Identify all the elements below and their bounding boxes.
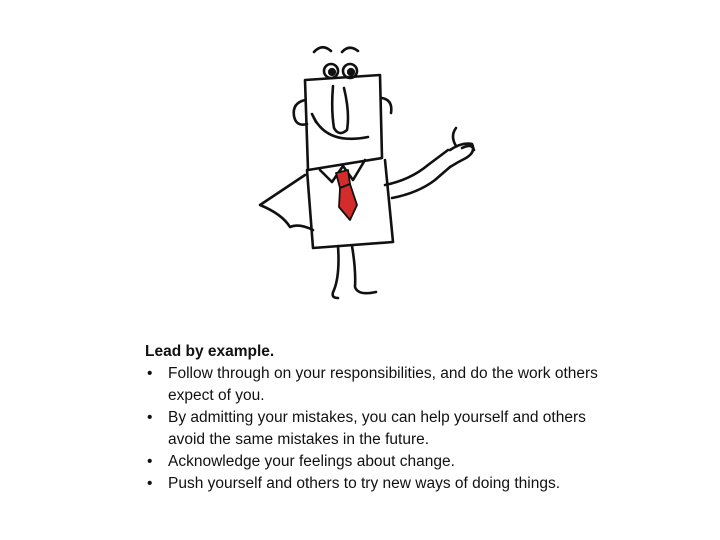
text-content: [145, 341, 615, 495]
bullet-glyph: •: [147, 453, 153, 470]
slide-heading: Lead by example.: [145, 343, 275, 360]
list-item: [145, 473, 615, 495]
list-item: [145, 363, 615, 407]
bullet-glyph: •: [147, 365, 153, 382]
bullet-text: Acknowledge your feelings about change.: [168, 453, 455, 470]
list-item: [145, 451, 615, 473]
bullet-text: By admitting your mistakes, you can help yourself and others avoid the same mistakes in the future.: [168, 409, 586, 448]
businessman-cartoon-thumbs-up-icon: [230, 30, 510, 320]
bullet-list: [145, 363, 615, 495]
bullet-text: Follow through on your responsibilities, and do the work others expect of you.: [168, 365, 598, 404]
bullet-glyph: •: [147, 409, 153, 426]
bullet-text: Push yourself and others to try new ways of doing things.: [168, 475, 561, 492]
list-item: [145, 407, 615, 451]
bullet-glyph: •: [147, 475, 153, 492]
